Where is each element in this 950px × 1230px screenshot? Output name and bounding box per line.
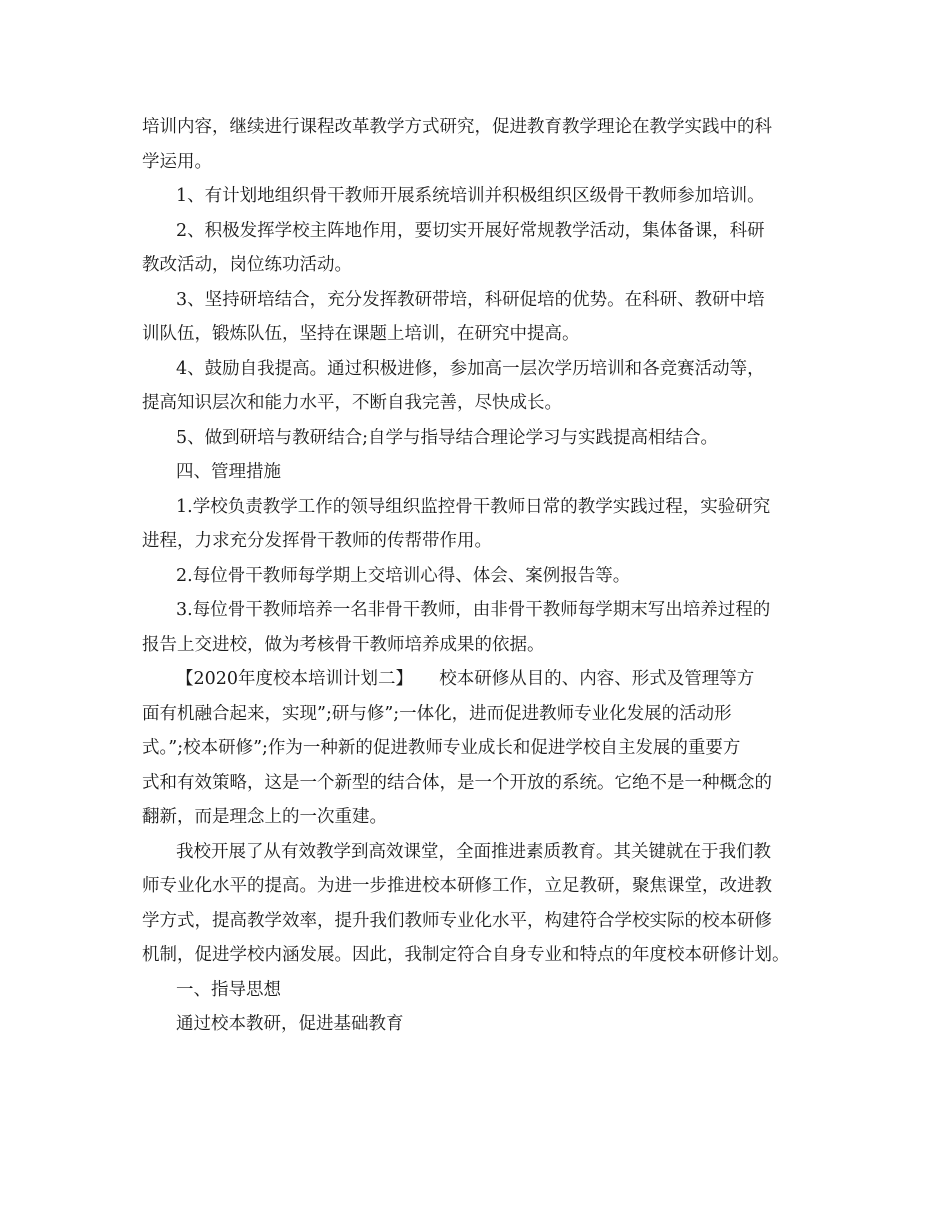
paragraph-line: 一、指导思想: [176, 979, 281, 1000]
paragraph-line: 4、鼓励自我提高。通过积极进修，参加高一层次学历培训和各竞赛活动等，: [176, 358, 765, 379]
paragraph-line: 3.每位骨干教师培养一名非骨干教师，由非骨干教师每学期末写出培养过程的: [176, 600, 771, 620]
paragraph-line: 报告上交进校，做为考核骨干教师培养成果的依据。: [142, 634, 545, 655]
paragraph-line: 1.学校负责教学工作的领导组织监控骨干教师日常的教学实践过程，实验研究: [176, 496, 771, 517]
paragraph-line: 进程，力求充分发挥骨干教师的传帮带作用。: [142, 531, 492, 551]
paragraph-line: 【2020年度校本培训计划二】 校本研修从目的、内容、形式及管理等方: [176, 669, 755, 689]
paragraph-line: 2.每位骨干教师每学期上交培训心得、体会、案例报告等。: [176, 565, 631, 586]
paragraph-line: 师专业化水平的提高。为进一步推进校本研修工作，立足教研，聚焦课堂，改进教: [142, 876, 772, 896]
paragraph-line: 训队伍，锻炼队伍，坚持在课题上培训，在研究中提高。: [142, 324, 580, 344]
paragraph-line: 培训内容，继续进行课程改革教学方式研究，促进教育教学理论在教学实践中的科: [142, 117, 772, 137]
paragraph-line: 翻新，而是理念上的一次重建。: [142, 807, 387, 827]
paragraph-line: 5、做到研培与教研结合;自学与指导结合理论学习与实践提高相结合。: [176, 427, 719, 448]
paragraph-line: 教改活动，岗位练功活动。: [142, 255, 352, 275]
paragraph-line: 1、有计划地组织骨干教师开展系统培训并积极组织区级骨干教师参加培训。: [176, 186, 765, 206]
paragraph-line: 式。”;校本研修”;作为一种新的促进教师专业成长和促进学校自主发展的重要方: [142, 738, 741, 758]
paragraph-line: 机制，促进学校内涵发展。因此，我制定符合自身专业和特点的年度校本研修计划。: [142, 945, 790, 965]
paragraph-line: 提高知识层次和能力水平，不断自我完善，尽快成长。: [142, 393, 562, 413]
paragraph-line: 面有机融合起来，实现”;研与修”;一体化，进而促进教师专业化发展的活动形: [142, 703, 732, 724]
paragraph-line: 学运用。: [142, 151, 212, 172]
paragraph-line: 通过校本教研，促进基础教育: [176, 1014, 404, 1034]
paragraph-line: 我校开展了从有效教学到高效课堂，全面推进素质教育。其关键就在于我们教: [176, 841, 771, 862]
paragraph-line: 2、积极发挥学校主阵地作用，要切实开展好常规教学活动，集体备课，科研: [176, 220, 765, 241]
document-body: [142, 110, 822, 1042]
paragraph-line: 四、管理措施: [176, 462, 281, 482]
paragraph-line: 3、坚持研培结合，充分发挥教研带培，科研促培的优势。在科研、教研中培: [176, 289, 765, 310]
paragraph-line: 式和有效策略，这是一个新型的结合体，是一个开放的系统。它绝不是一种概念的: [142, 772, 772, 793]
paragraph-line: 学方式，提高教学效率，提升我们教师专业化水平，构建符合学校实际的校本研修: [142, 910, 772, 931]
